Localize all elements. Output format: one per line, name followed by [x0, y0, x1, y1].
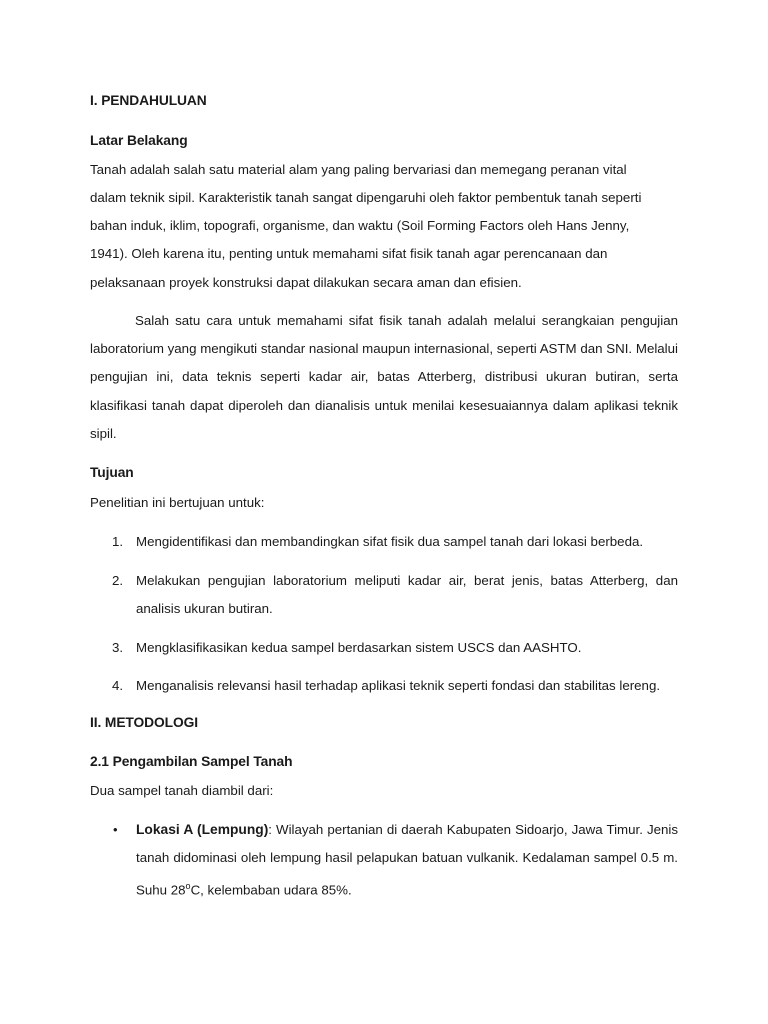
paragraph-line: Tanah adalah salah satu material alam yang paling bervariasi dan memegang peranan vital — [90, 162, 627, 177]
lokasi-label: Lokasi A (Lempung) — [136, 822, 269, 837]
bullet-item-text — [136, 816, 678, 905]
bullet-icon: • — [113, 822, 118, 837]
lokasi-description-end: C, kelembaban udara 85%. — [190, 882, 352, 898]
list-item-text: Mengklasifikasikan kedua sampel berdasarkan sistem USCS dan AASHTO. — [136, 640, 582, 655]
sampel-intro: Dua sampel tanah diambil dari: — [90, 783, 274, 798]
tujuan-intro: Penelitian ini bertujuan untuk: — [90, 495, 265, 510]
section-heading-metodologi: II. METODOLOGI — [90, 715, 198, 730]
lokasi-description: : Wilayah pertanian di daerah Kabupaten Sidoarjo, Jawa Timur. Jenis tanah didominasi oleh lempung hasil pelapukan batuan vulkanik. Kedalaman sampel 0.5 m. Suhu 28 — [136, 822, 678, 898]
list-item-text: Melakukan pengujian laboratorium meliputi kadar air, berat jenis, batas Atterberg, dan analisis ukuran butiran. — [136, 573, 678, 617]
list-number: 1. — [112, 534, 124, 549]
subheading-pengambilan-sampel: 2.1 Pengambilan Sampel Tanah — [90, 754, 293, 769]
list-number: 3. — [112, 640, 124, 655]
subheading-latar-belakang: Latar Belakang — [90, 133, 188, 148]
list-number: 2. — [112, 573, 124, 588]
latar-belakang-paragraph-2: Salah satu cara untuk memahami sifat fisik tanah adalah melalui serangkaian pengujian laboratorium yang mengikuti standar nasional maupun internasional, seperti ASTM dan SNI. Melalui pengujian ini, data teknis seperti kadar air, batas Atterberg, distribusi ukuran butiran, serta klasifikasi tanah dapat diperoleh dan dianalisis untuk menilai kesesuaiannya dalam aplikasi teknik sipil. — [90, 313, 678, 441]
section-heading-pendahuluan: I. PENDAHULUAN — [90, 93, 207, 108]
list-item-text: Mengidentifikasi dan membandingkan sifat fisik dua sampel tanah dari lokasi berbeda. — [136, 534, 644, 549]
paragraph-line: bahan induk, iklim, topografi, organisme, dan waktu (Soil Forming Factors oleh Hans Jenny, — [90, 218, 630, 233]
paragraph-line: 1941). Oleh karena itu, penting untuk memahami sifat fisik tanah agar perencanaan dan — [90, 246, 608, 261]
subheading-tujuan: Tujuan — [90, 465, 134, 480]
list-number: 4. — [112, 678, 124, 693]
degree-superscript: o — [185, 881, 191, 892]
list-item-text: Menganalisis relevansi hasil terhadap aplikasi teknik seperti fondasi dan stabilitas lereng. — [136, 678, 661, 693]
paragraph-line: dalam teknik sipil. Karakteristik tanah sangat dipengaruhi oleh faktor pembentuk tanah seperti — [90, 190, 642, 205]
paragraph-line: pelaksanaan proyek konstruksi dapat dilakukan secara aman dan efisien. — [90, 275, 522, 290]
